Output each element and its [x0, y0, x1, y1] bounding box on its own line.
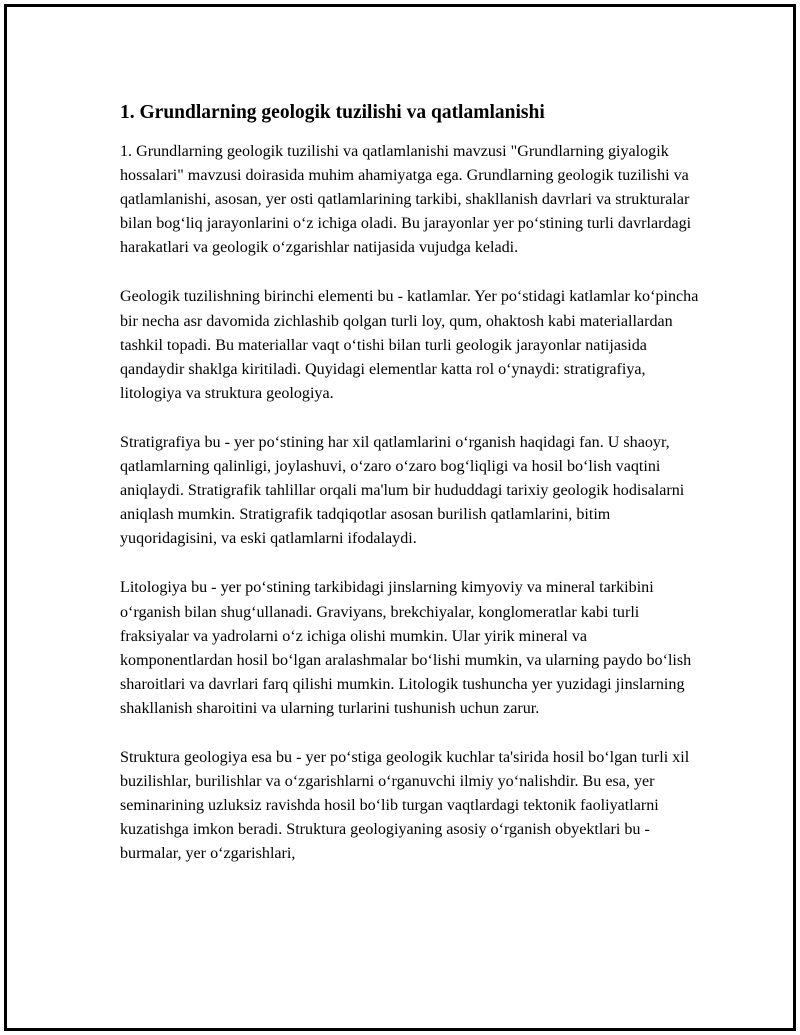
- paragraph-layers: Geologik tuzilishning birinchi elementi bu - katlamlar. Yer po‘stidagi katlamlar ko‘pincha bir necha asr davomida zichlashib qolgan turli loy, qum, ohaktosh kabi materiallardan tashkil topadi. Bu materiallar vaqt o‘tishi bilan turli geologik jarayonlar natijasida qandaydir shaklga kiritiladi. Quyidagi elementlar katta rol o‘ynaydi: stratigrafiya, litologiya va struktura geologiya.: [120, 288, 699, 402]
- document-body: [120, 99, 700, 891]
- document-title: 1. Grundlarning geologik tuzilishi va qatlamlanishi: [120, 102, 545, 123]
- page-frame: [4, 4, 796, 1031]
- paragraph-stratigraphy: Stratigrafiya bu - yer po‘stining har xil qatlamlarini o‘rganish haqidagi fan. U shaoyr, qatlamlarning qalinligi, joylashuvi, o‘zaro o‘zaro bog‘liqligi va hosil bo‘lish vaqtini aniqlaydi. Stratigrafik tahlillar orqali ma'lum bir hududdagi tarixiy geologik hodisalarni aniqlash mumkin. Stratigrafik tadqiqotlar asosan burilish qatlamlarini, bitim yuqoridagisini, va eski qatlamlarni ifodalaydi.: [120, 433, 685, 548]
- paragraph-intro: 1. Grundlarning geologik tuzilishi va qatlamlanishi mavzusi "Grundlarning giyalogik hossalari" mavzusi doirasida muhim ahamiyatga ega. Grundlarning geologik tuzilishi va qatlamlanishi, asosan, yer osti qatlamlarining tarkibi, shakllanish davrlari va strukturalar bilan bog‘liq jarayonlarini o‘z ichiga oladi. Bu jarayonlar yer po‘stining turli davrlardagi harakatlari va geologik o‘zgarishlar natijasida vujudga keladi.: [120, 143, 692, 257]
- paragraph-lithology: Litologiya bu - yer po‘stining tarkibidagi jinslarning kimyoviy va mineral tarkibini o‘rganish bilan shug‘ullanadi. Graviyans, brekchiyalar, konglomeratlar kabi turli fraksiyalar va yadrolarni o‘z ichiga olishi mumkin. Ular yirik mineral va komponentlardan hosil bo‘lgan aralashmalar bo‘lishi mumkin, va ularning paydo bo‘lish sharoitlari va davrlari farq qilishi mumkin. Litologik tushuncha yer yuzidagi jinslarning shakllanish sharoitini va ularning turlarini tushunish uchun zarur.: [120, 579, 692, 717]
- paragraph-structural-geology: Struktura geologiya esa bu - yer po‘stiga geologik kuchlar ta'sirida hosil bo‘lgan turli xil buzilishlar, burilishlar va o‘zgarishlarni o‘rganuvchi ilmiy yo‘nalishdir. Bu esa, yer seminarining uzluksiz ravishda hosil bo‘lib turgan vaqtlardagi tektonik faoliyatlarni kuzatishga imkon beradi. Struktura geologiyaning asosiy o‘rganish obyektlari bu - burmalar, yer o‘zgarishlari,: [120, 748, 690, 863]
